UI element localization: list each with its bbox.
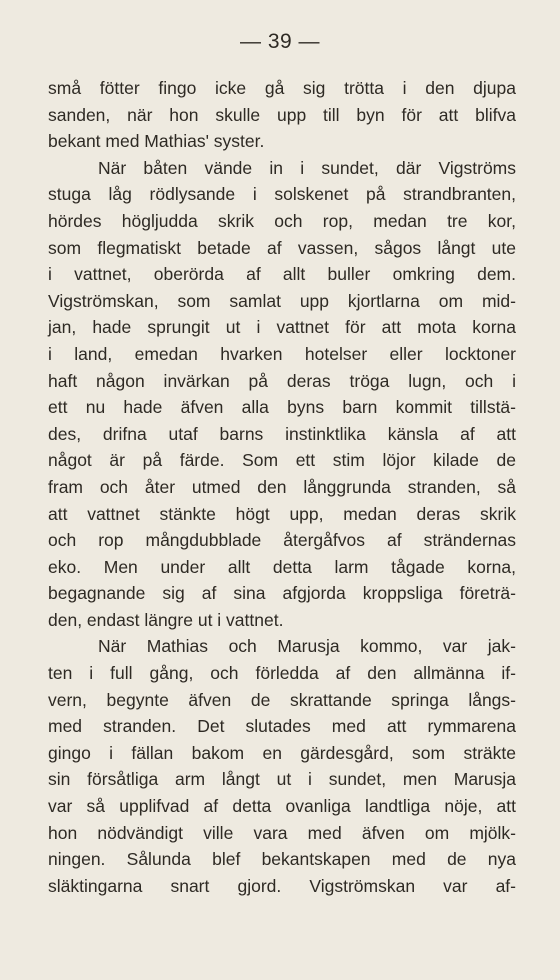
text-line: i vattnet, oberörda af allt buller omkring dem. xyxy=(48,264,516,285)
text-line: bekant med Mathias' syster. xyxy=(48,131,265,152)
body-text xyxy=(48,75,516,899)
text-line: ten i full gång, och förledda af den allmänna if- xyxy=(48,663,516,684)
text-line: med stranden. Det slutades med att rymmarena xyxy=(48,716,516,737)
text-line: att vattnet stänkte högt upp, medan deras skrik xyxy=(48,503,516,524)
text-line: gingo i fällan bakom en gärdesgård, som sträkte xyxy=(48,742,516,763)
text-line: släktingarna snart gjord. Vigströmskan var af- xyxy=(48,875,516,896)
text-line: hon nödvändigt ville vara med äfven om mjölk- xyxy=(48,822,516,843)
text-line: Vigströmskan, som samlat upp kjortlarna om mid- xyxy=(48,290,516,311)
text-line: haft någon invärkan på deras tröga lugn, och i xyxy=(48,370,516,391)
text-line: När Mathias och Marusja kommo, var jak- xyxy=(98,636,516,657)
text-line: ningen. Sålunda blef bekantskapen med de nya xyxy=(48,849,516,870)
text-line: små fötter fingo icke gå sig trötta i den djupa xyxy=(48,78,516,98)
text-line: jan, hade sprungit ut i vattnet för att mota korna xyxy=(48,317,516,338)
text-line: som flegmatiskt betade af vassen, sågos långt ute xyxy=(48,237,516,258)
text-line: des, drifna utaf barns instinktlika känsla af att xyxy=(48,423,516,444)
text-line: var så upplifvad af detta ovanliga landtliga nöje, att xyxy=(48,796,516,817)
text-line: något är på färde. Som ett stim löjor kilade de xyxy=(48,450,516,471)
text-line: den, endast längre ut i vattnet. xyxy=(48,609,284,630)
text-line: ett nu hade äfven alla byns barn kommit tillstä- xyxy=(48,397,516,418)
text-line: vern, begynte äfven de skrattande springa långs- xyxy=(48,689,516,710)
text-line: i land, emedan hvarken hotelser eller locktoner xyxy=(48,343,516,364)
text-line: hördes högljudda skrik och rop, medan tre kor, xyxy=(48,210,516,231)
text-line: begagnande sig af sina afgjorda kroppsliga företrä- xyxy=(48,583,516,604)
text-line: och rop mångdubblade återgåfvos af strändernas xyxy=(48,530,516,551)
text-line: sanden, när hon skulle upp till byn för att blifva xyxy=(48,104,516,125)
text-line: sin försåtliga arm långt ut i sundet, men Marusja xyxy=(48,769,516,790)
text-line: fram och åter utmed den långgrunda stranden, så xyxy=(48,476,516,497)
text-line: När båten vände in i sundet, där Vigströms xyxy=(98,157,516,178)
text-line: eko. Men under allt detta larm tågade korna, xyxy=(48,556,516,577)
page-number: — 39 — xyxy=(239,30,321,53)
text-line: stuga låg rödlysande i solskenet på strandbranten, xyxy=(48,184,516,205)
